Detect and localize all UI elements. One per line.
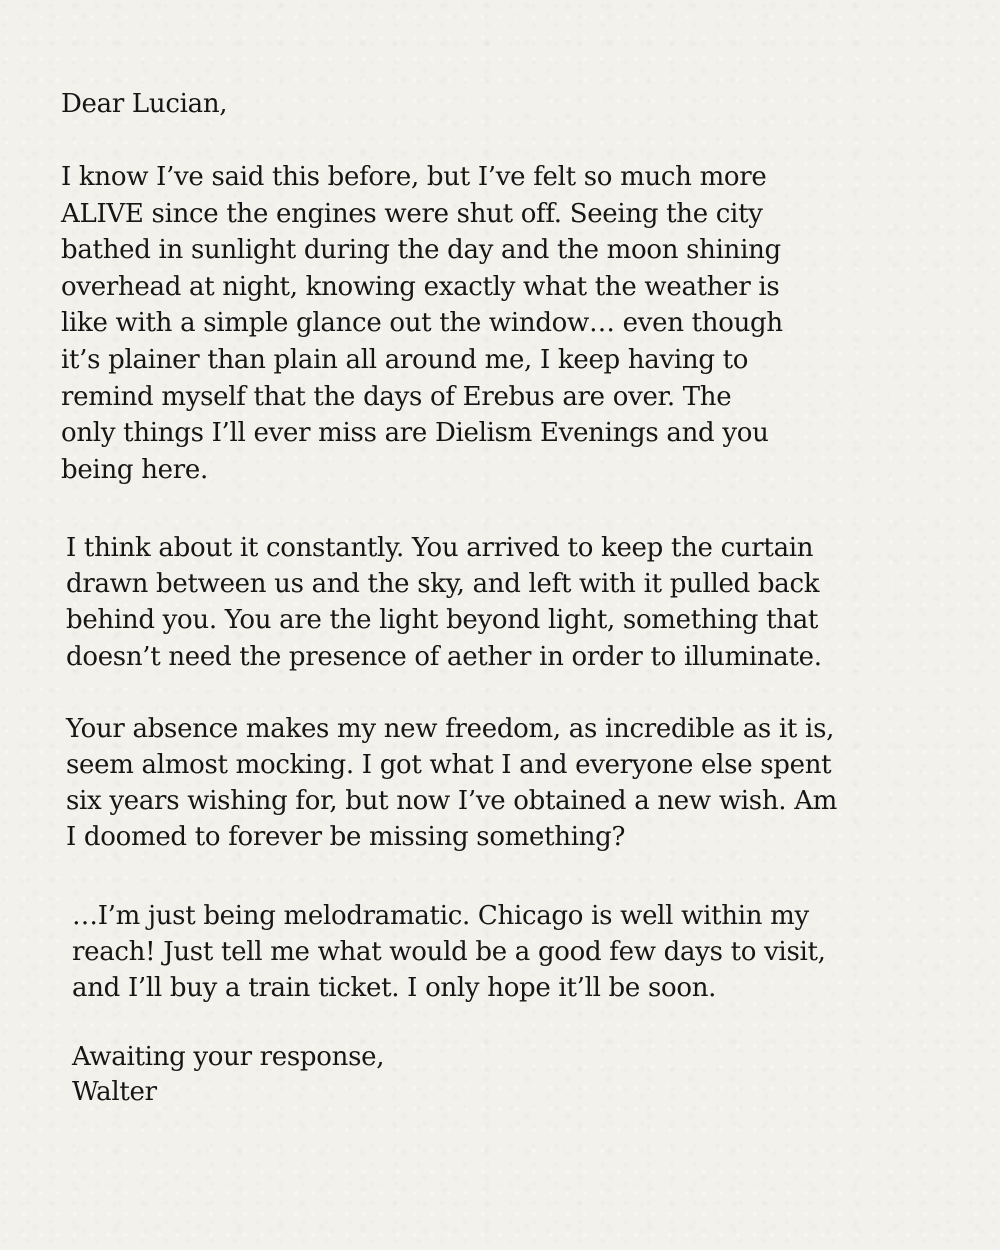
signature: Walter — [72, 1077, 157, 1107]
paragraph-line: reach! Just tell me what would be a good few days to visit, — [72, 937, 826, 967]
paragraph-line: I know I’ve said this before, but I’ve felt so much more — [61, 162, 767, 192]
paragraph-line: Your absence makes my new freedom, as incredible as it is, — [66, 714, 835, 744]
paragraph-line: bathed in sunlight during the day and the moon shining — [61, 235, 781, 265]
paragraph-line: and I’ll buy a train ticket. I only hope it’ll be soon. — [72, 973, 717, 1003]
paragraph-line: only things I’ll ever miss are Dielism Evenings and you — [61, 418, 769, 448]
paragraph-line: being here. — [61, 455, 208, 485]
salutation: Dear Lucian, — [61, 89, 228, 119]
paragraph-line: doesn’t need the presence of aether in order to illuminate. — [66, 642, 822, 672]
paragraph-line: I think about it constantly. You arrived to keep the curtain — [66, 533, 814, 563]
paragraph-line: I doomed to forever be missing something? — [66, 822, 626, 852]
paragraph-line: it’s plainer than plain all around me, I keep having to — [61, 345, 749, 375]
paragraph-line: six years wishing for, but now I’ve obtained a new wish. Am — [66, 786, 838, 816]
paragraph-line: remind myself that the days of Erebus are over. The — [61, 382, 732, 412]
paragraph-line: …I’m just being melodramatic. Chicago is well within my — [72, 901, 809, 931]
paragraph-line: overhead at night, knowing exactly what the weather is — [61, 272, 780, 302]
paragraph-line: ALIVE since the engines were shut off. Seeing the city — [61, 199, 763, 229]
paragraph-line: drawn between us and the sky, and left with it pulled back — [66, 569, 820, 599]
paragraph-line: behind you. You are the light beyond light, something that — [66, 605, 819, 635]
paragraph-line: like with a simple glance out the window… even though — [61, 308, 783, 338]
paragraph-line: seem almost mocking. I got what I and everyone else spent — [66, 750, 832, 780]
closing: Awaiting your response, — [72, 1042, 385, 1072]
